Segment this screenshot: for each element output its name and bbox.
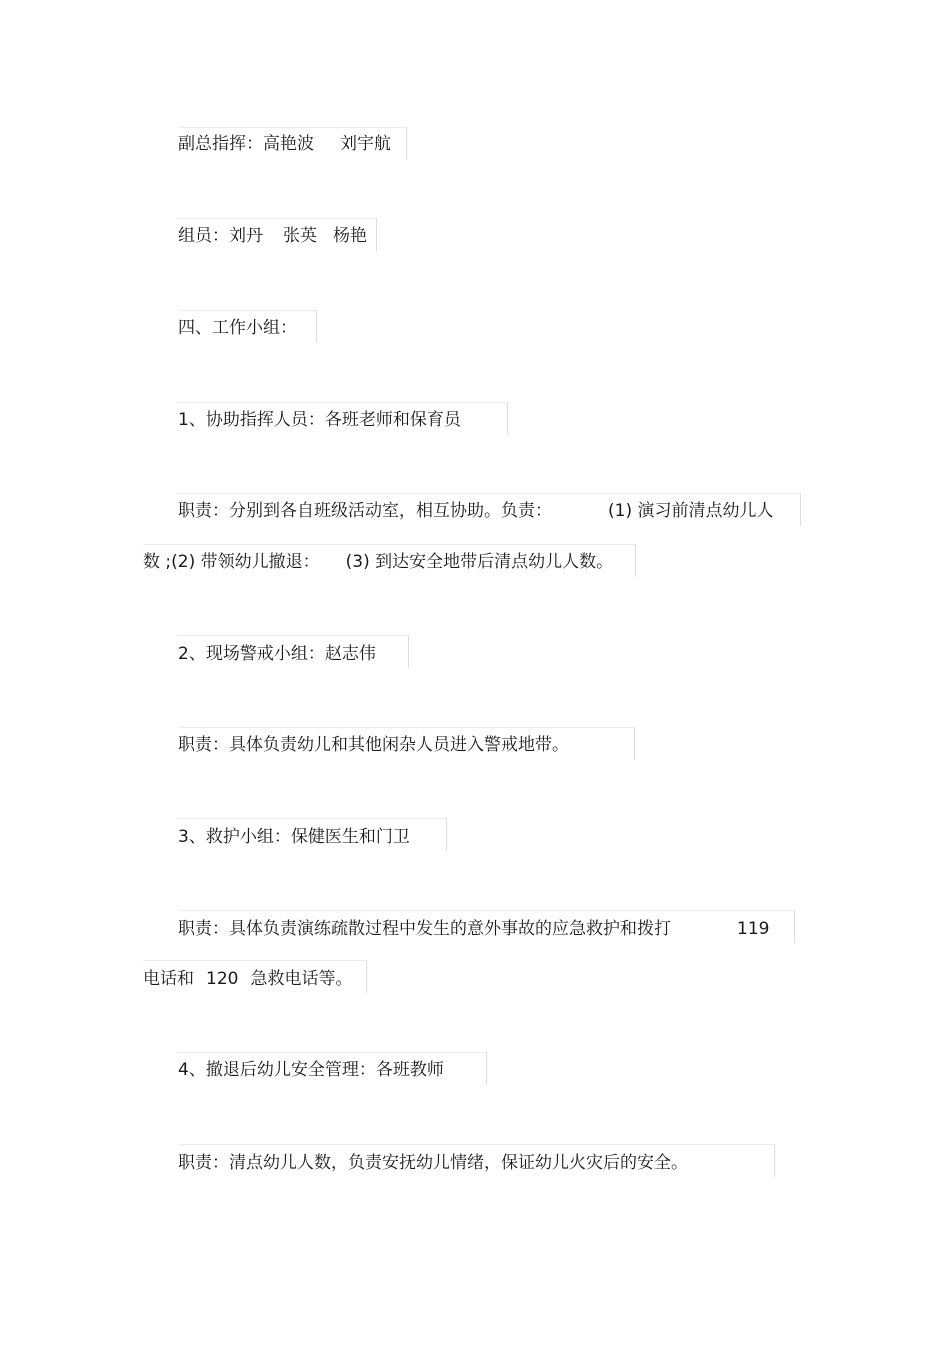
group4-title <box>178 1058 444 1082</box>
member-name: 杨艳 <box>333 226 367 246</box>
deputy-commander-label: 副总指挥：高艳波 <box>178 134 314 154</box>
group3-title-text: 3、救护小组：保健医生和门卫 <box>178 827 410 847</box>
group2-title-text: 2、现场警戒小组：赵志伟 <box>178 644 376 664</box>
group4-duty-text: 职责：清点幼儿人数，负责安抚幼儿情绪，保证幼儿火灾后的安全。 <box>178 1153 688 1173</box>
group3-duty-text: 电话和 <box>143 969 194 989</box>
group3-duty-line1 <box>178 917 769 941</box>
member-name: 张英 <box>283 226 317 246</box>
group1-duty-line2 <box>143 550 613 574</box>
group1-duty-text: (1) 演习前清点幼儿人 <box>608 501 774 521</box>
phone-number-120: 120 <box>206 969 239 989</box>
group1-title <box>178 408 461 432</box>
phone-number-119: 119 <box>737 919 770 939</box>
group1-duty-text: 职责：分别到各自班级活动室，相互协助。负责： <box>178 501 552 521</box>
deputy-commander-name: 刘宇航 <box>340 134 391 154</box>
group2-duty <box>178 733 569 757</box>
deputy-commander-line <box>178 132 391 156</box>
group3-duty-text: 急救电话等。 <box>250 969 353 989</box>
group3-duty-line2 <box>143 967 352 991</box>
section-heading-text: 四、工作小组： <box>178 318 297 338</box>
section-heading <box>178 316 297 340</box>
group3-title <box>178 825 410 849</box>
group2-duty-text: 职责：具体负责幼儿和其他闲杂人员进入警戒地带。 <box>178 735 569 755</box>
members-line <box>178 224 367 248</box>
group4-title-text: 4、撤退后幼儿安全管理：各班教师 <box>178 1060 444 1080</box>
group4-duty <box>178 1151 688 1175</box>
group1-duty-text: 数 ;(2) 带领幼儿撤退： <box>143 552 320 572</box>
group1-duty-line1 <box>178 499 773 523</box>
group2-title <box>178 642 376 666</box>
group1-duty-text: (3) 到达安全地带后清点幼儿人数。 <box>345 552 614 572</box>
members-label: 组员：刘丹 <box>178 226 263 246</box>
group1-title-text: 1、协助指挥人员：各班老师和保育员 <box>178 410 461 430</box>
group3-duty-text: 职责：具体负责演练疏散过程中发生的意外事故的应急救护和拨打 <box>178 919 671 939</box>
